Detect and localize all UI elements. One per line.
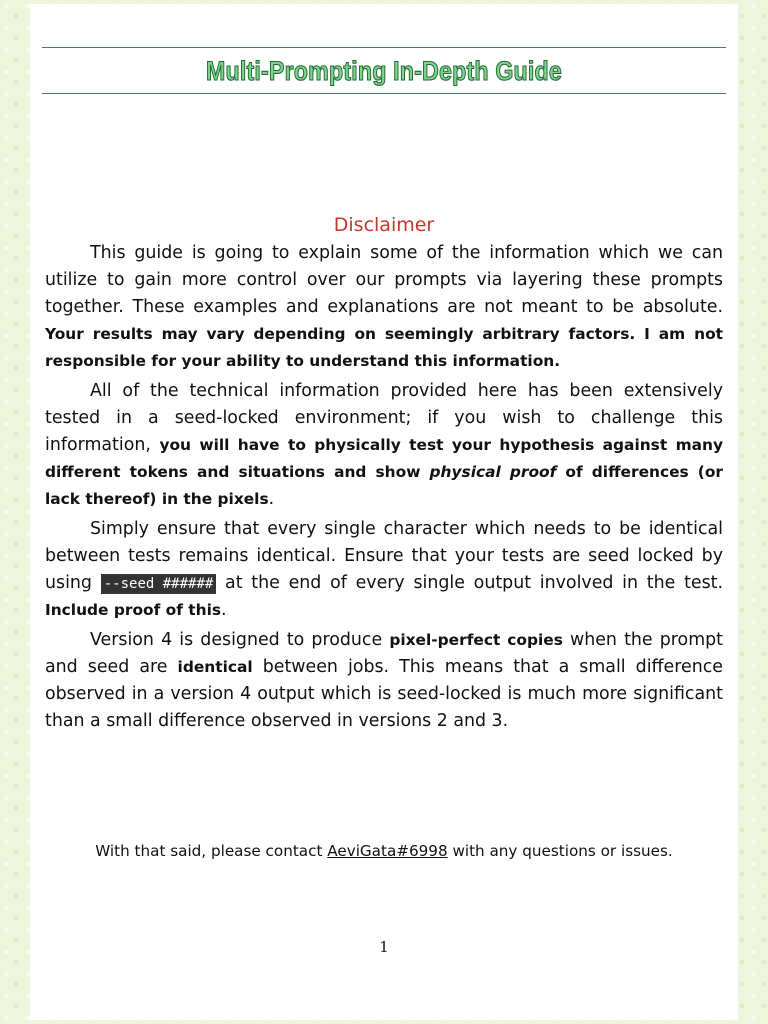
p3-period: . [221, 600, 227, 620]
disclaimer-body [45, 240, 723, 738]
paragraph-4 [45, 627, 723, 735]
title-rule-top [42, 47, 726, 48]
contact-handle-link[interactable]: AeviGata#6998 [327, 842, 448, 860]
document-title: Multi-Prompting In-Depth Guide [205, 56, 562, 86]
paragraph-3 [45, 516, 723, 624]
p2-italic-bold: physical proof [429, 463, 557, 481]
p4-bold-2: identical [177, 658, 253, 676]
p1-bold: Your results may vary depending on seemingly arbitrary factors. I am not responsible for your ability to understand this information. [45, 325, 723, 370]
paragraph-1 [45, 240, 723, 375]
contact-line [30, 842, 738, 860]
p1-text: This guide is going to explain some of the information which we can utilize to gain more control over our prompts via layering these prompts together. These examples and explanations are not meant to be absolute. [45, 243, 723, 317]
p2-bold-2: of differences (or lack thereof) in the pixels [45, 463, 723, 508]
page-number: 1 [379, 938, 389, 956]
disclaimer-heading: Disclaimer [333, 214, 435, 236]
paragraph-2 [45, 378, 723, 513]
contact-suffix: with any questions or issues. [447, 842, 673, 860]
p2-bold: you will have to physically test your hypothesis against many different tokens and situations and show [45, 436, 723, 481]
p4-text-2: when the prompt and seed are [45, 630, 723, 677]
p3-text: Simply ensure that every single character which needs to be identical between tests remains identical. Ensure that your tests are seed locked by using [45, 519, 723, 593]
title-rule-bottom [42, 93, 726, 94]
p4-text-3: between jobs. This means that a small difference observed in a version 4 output which is seed-locked is much more significant than a small difference observed in versions 2 and 3. [45, 657, 723, 731]
p3-text-2: at the end of every single output involved in the test. [216, 573, 723, 593]
seed-code: --seed ###### [101, 574, 217, 594]
p2-text: All of the technical information provided here has been extensively tested in a seed-locked environment; if you wish to challenge this information, [45, 381, 723, 455]
p4-text: Version 4 is designed to produce [90, 630, 390, 650]
p3-bold: Include proof of this [45, 601, 222, 619]
p4-bold: pixel-perfect copies [389, 631, 563, 649]
p2-period: . [268, 489, 275, 509]
contact-prefix: With that said, please contact [95, 842, 328, 860]
document-page [30, 4, 738, 1020]
